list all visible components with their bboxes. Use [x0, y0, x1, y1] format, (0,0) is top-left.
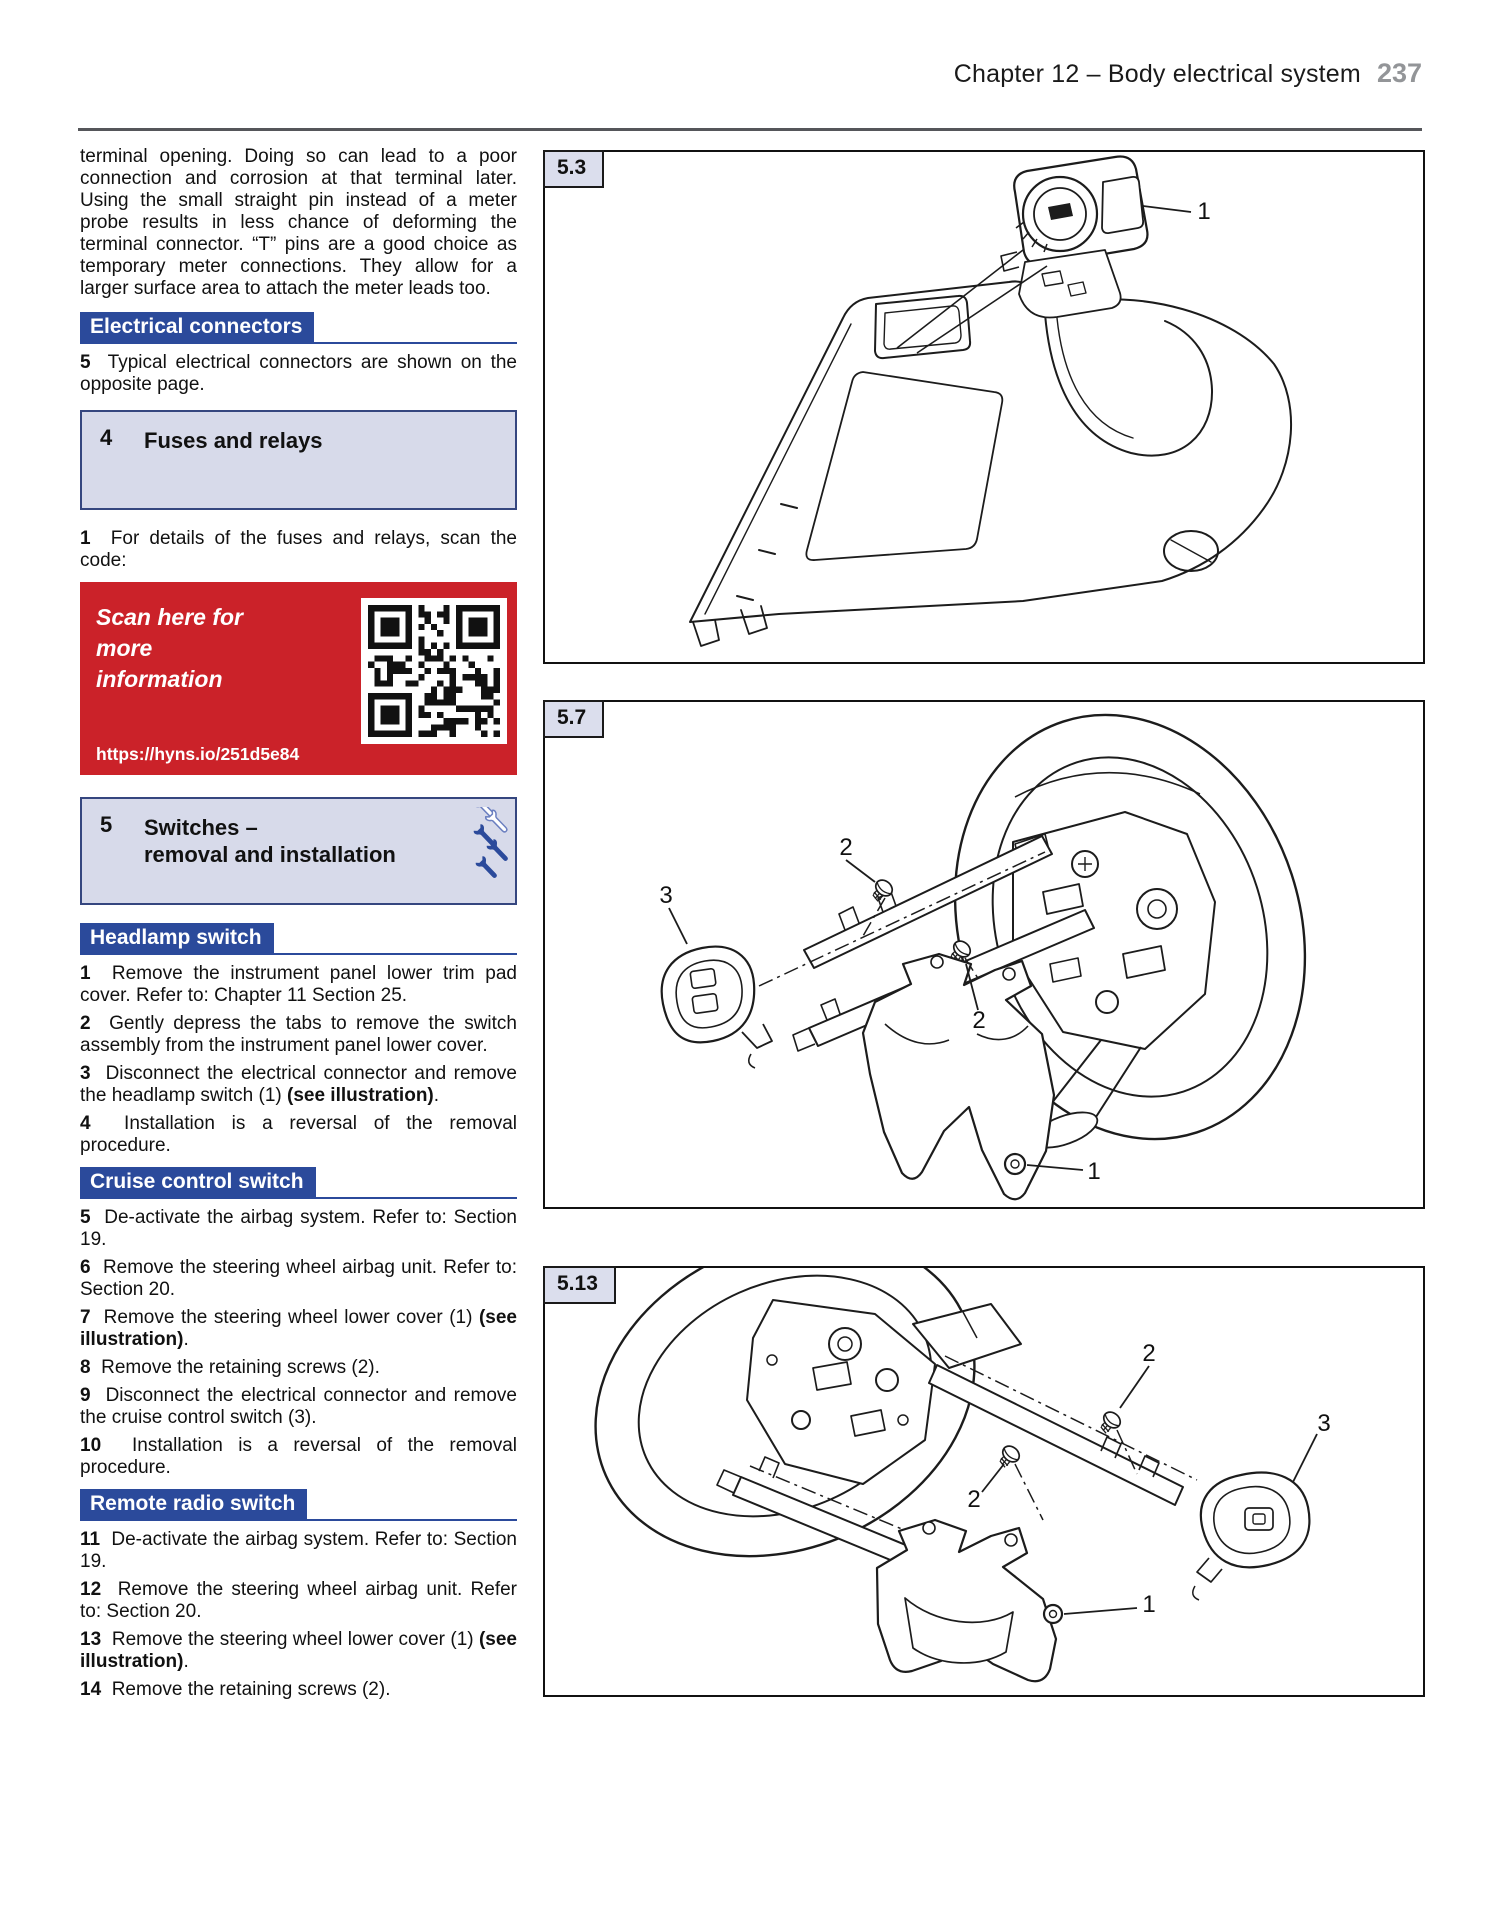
figure-label: 5.13	[543, 1266, 616, 1304]
procedure-step: 6 Remove the steering wheel airbag unit. Refer to: Section 20.	[80, 1257, 517, 1300]
section-box-fuses-and-relays	[80, 410, 517, 510]
wrench-rating-icon	[437, 807, 509, 905]
callout-number: 2	[1142, 1340, 1156, 1367]
procedure-step: 5 De-activate the airbag system. Refer to: Section 19.	[80, 1207, 517, 1250]
section-box-switches	[80, 797, 517, 905]
procedure-step: 4 Installation is a reversal of the removal procedure.	[80, 1113, 517, 1156]
fuses-note	[80, 528, 517, 572]
figure-5-7-drawing	[545, 702, 1419, 1203]
callout-number: 2	[972, 1007, 986, 1034]
figure-remote-radio-switch	[543, 1266, 1425, 1697]
procedure-step: 11 De-activate the airbag system. Refer to: Section 19.	[80, 1529, 517, 1572]
figure-5-13-drawing	[545, 1268, 1419, 1691]
callout-number: 3	[659, 882, 673, 909]
procedure-step: 7 Remove the steering wheel lower cover (1) (see illustration).	[80, 1307, 517, 1350]
callout-number: 2	[967, 1486, 981, 1513]
figure-label: 5.3	[543, 150, 604, 188]
callout-number: 1	[1142, 1591, 1156, 1618]
qr-url: https://hyns.io/251d5e84	[96, 744, 300, 764]
procedure-step: 1 For details of the fuses and relays, scan the code:	[80, 528, 517, 571]
procedure-step: 2 Gently depress the tabs to remove the switch assembly from the instrument panel lower cover.	[80, 1013, 517, 1056]
procedure-step: 14 Remove the retaining screws (2).	[80, 1679, 391, 1700]
headlamp-steps	[80, 963, 517, 1157]
electrical-connectors-steps	[80, 352, 517, 396]
callout-number: 3	[1317, 1410, 1331, 1437]
procedure-step: 3 Disconnect the electrical connector and remove the headlamp switch (1) (see illustration).	[80, 1063, 517, 1106]
procedure-step: 5 Typical electrical connectors are shown on the opposite page.	[80, 352, 517, 395]
qr-code-image	[368, 605, 500, 737]
remote-steps	[80, 1529, 517, 1701]
figure-label: 5.7	[543, 700, 604, 738]
cruise-steps	[80, 1207, 517, 1479]
section-title: Fuses and relays	[144, 428, 323, 453]
callout-number: 2	[839, 834, 853, 861]
section-heading-headlamp-switch: Headlamp switch	[80, 923, 517, 955]
figure-headlamp-switch	[543, 150, 1425, 664]
procedure-step: 8 Remove the retaining screws (2).	[80, 1357, 380, 1378]
left-column	[80, 146, 517, 1707]
procedure-step: 10 Installation is a reversal of the removal procedure.	[80, 1435, 517, 1478]
figure-5-3-drawing	[545, 152, 1419, 658]
qr-panel-text: Scan here for more information	[96, 604, 243, 692]
section-number: 4	[100, 425, 113, 450]
header-rule	[78, 128, 1422, 131]
figure-cruise-control-switch	[543, 700, 1425, 1209]
procedure-step: 13 Remove the steering wheel lower cover (1) (see illustration).	[80, 1629, 517, 1672]
intro-paragraph: terminal opening. Doing so can lead to a poor connection and corrosion at that terminal later. Using the small straight pin instead of a meter probe results in less chance of deforming the terminal connector. “T” pins are a good choice as temporary meter connections. They allow for a larger surface area to attach the meter leads too.	[80, 146, 517, 299]
section-heading-remote-radio-switch: Remote radio switch	[80, 1489, 517, 1521]
section-heading-electrical-connectors: Electrical connectors	[80, 312, 517, 344]
qr-panel	[80, 582, 517, 775]
procedure-step: 12 Remove the steering wheel airbag unit. Refer to: Section 20.	[80, 1579, 517, 1622]
procedure-step: 9 Disconnect the electrical connector and remove the cruise control switch (3).	[80, 1385, 517, 1428]
callout-number: 1	[1087, 1158, 1101, 1185]
qr-code	[361, 598, 507, 744]
section-heading-cruise-control-switch: Cruise control switch	[80, 1167, 517, 1199]
section-number: 5	[100, 812, 113, 837]
section-title: Switches – removal and installation	[144, 815, 396, 867]
procedure-step: 1 Remove the instrument panel lower trim pad cover. Refer to: Chapter 11 Section 25.	[80, 963, 517, 1006]
callout-number: 1	[1197, 198, 1211, 225]
page-header	[954, 58, 1422, 89]
chapter-title: Chapter 12 – Body electrical system	[953, 60, 1361, 88]
page-number: 237	[1376, 58, 1422, 88]
